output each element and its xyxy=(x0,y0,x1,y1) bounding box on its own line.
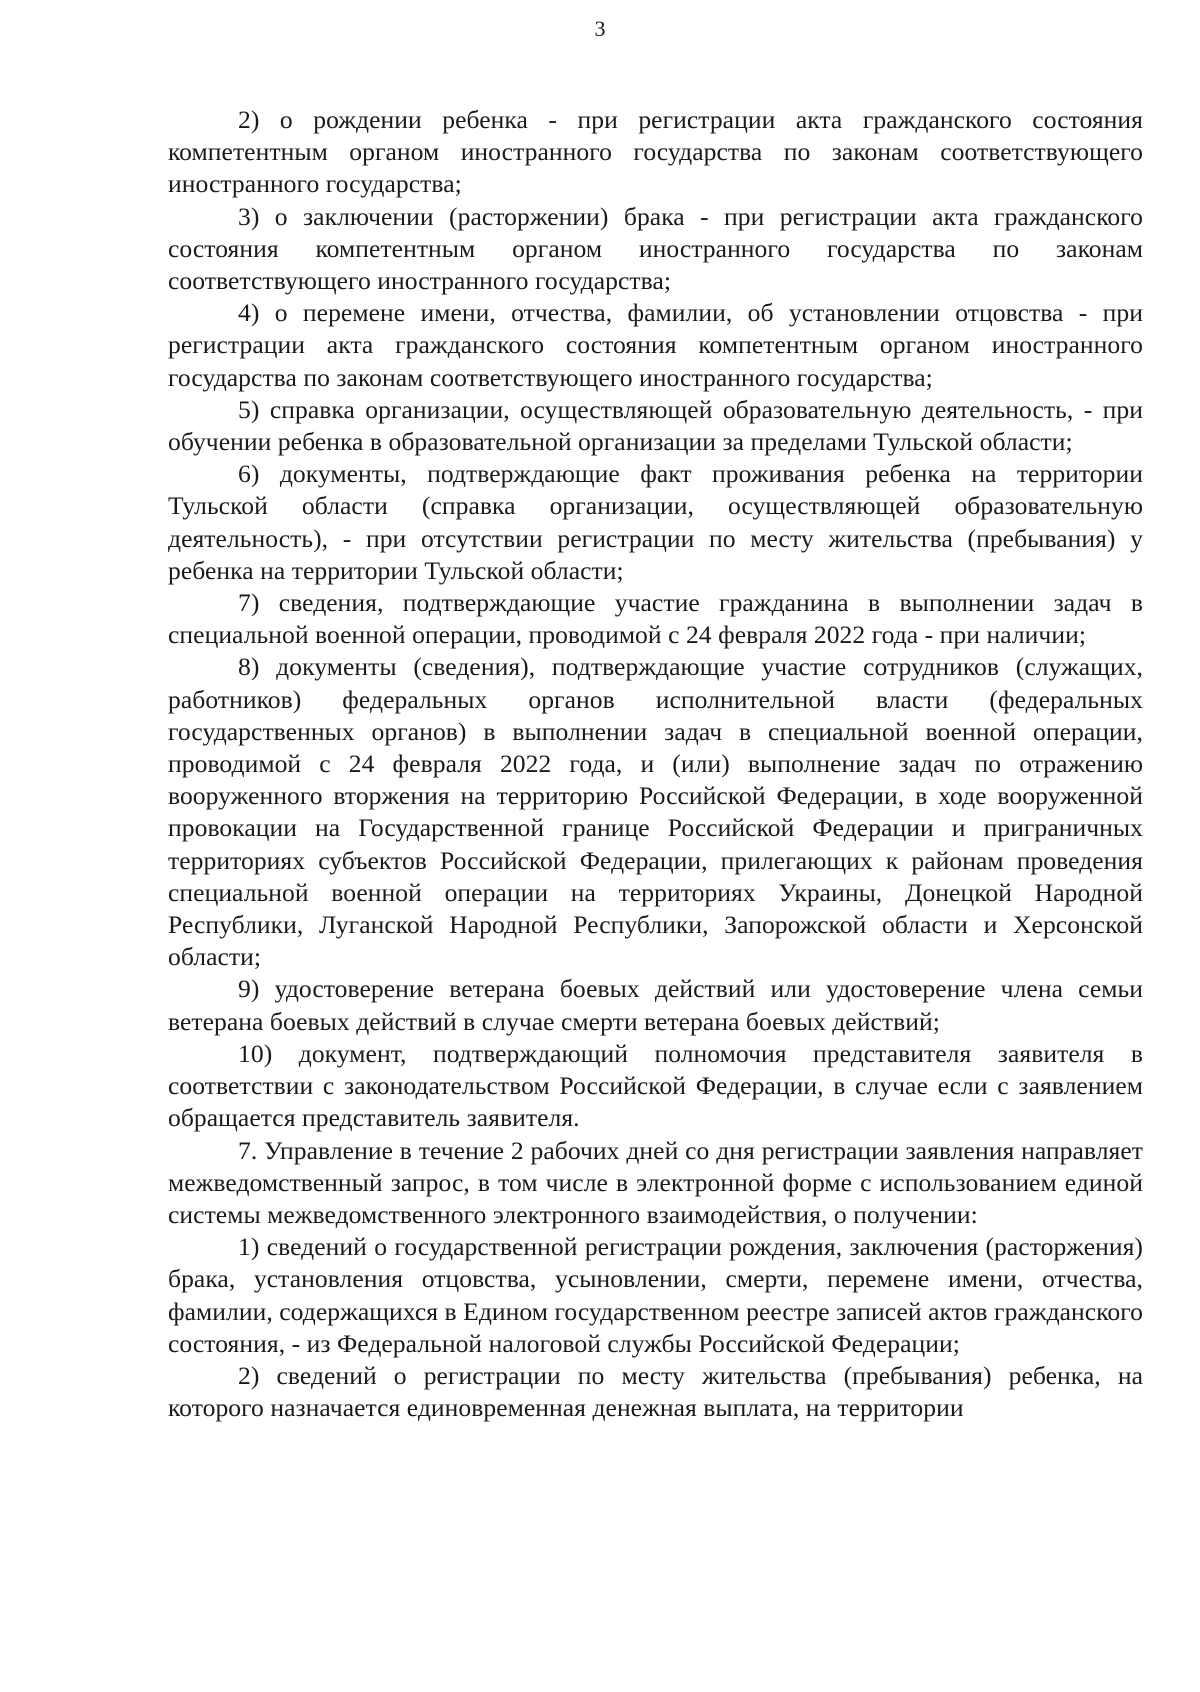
paragraph-item-7-special-operation-participation: 7) сведения, подтверждающие участие гражданина в выполнении задач в специальной военной операции, проводимой с 24 февраля 2022 года - при наличии; xyxy=(168,588,1143,650)
paragraph-item-3-marriage: 3) о заключении (расторжении) брака - при регистрации акта гражданского состояния компетентным органом иностранного государства по законам соответствующего иностранного государства; xyxy=(168,201,1143,296)
paragraph-item-6-residence-documents: 6) документы, подтверждающие факт проживания ребенка на территории Тульской области (справка организации, осуществляющей образовательную деятельность), - при отсутствии регистрации по месту жительства (пребывания) у ребенка на территории Тульской области; xyxy=(168,459,1143,585)
paragraph-item-10-representative-authority: 10) документ, подтверждающий полномочия представителя заявителя в соответствии с законодательством Российской Федерации, в случае если с заявлением обращается представитель заявителя. xyxy=(168,1038,1143,1133)
paragraph-subitem-1-civil-registry: 1) сведений о государственной регистрации рождения, заключения (расторжения) брака, установления отцовства, усыновлении, смерти, перемене имени, отчества, фамилии, содержащихся в Едином государственном реестре записей актов гражданского состояния, - из Федеральной налоговой службы Российской Федерации; xyxy=(168,1232,1143,1358)
paragraph-item-9-veteran-certificate: 9) удостоверение ветерана боевых действий или удостоверение члена семьи ветерана боевых действий в случае смерти ветерана боевых действий; xyxy=(168,974,1143,1036)
paragraph-subitem-2-registration-info: 2) сведений о регистрации по месту жительства (пребывания) ребенка, на которого назначается единовременная денежная выплата, на территории xyxy=(168,1360,1143,1423)
paragraph-item-4-name-change: 4) о перемене имени, отчества, фамилии, об установлении отцовства - при регистрации акта гражданского состояния компетентным органом иностранного государства по законам соответствующего иностранного государства; xyxy=(168,298,1143,392)
paragraph-item-2-birth: 2) о рождении ребенка - при регистрации акта гражданского состояния компетентным органом иностранного государства по законам соответствующего иностранного государства; xyxy=(168,105,1143,199)
paragraph-item-5-education-certificate: 5) справка организации, осуществляющей образовательную деятельность, - при обучении ребенка в образовательной организации за пределами Тульской области; xyxy=(168,394,1143,457)
page-number: 3 xyxy=(594,16,606,41)
paragraph-section-7-interagency-request: 7. Управление в течение 2 рабочих дней со дня регистрации заявления направляет межведомственный запрос, в том числе в электронной форме с использованием единой системы межведомственного электронного взаимодействия, о получении: xyxy=(168,1135,1143,1229)
document-body xyxy=(168,104,1143,1424)
paragraph-item-8-federal-employees: 8) документы (сведения), подтверждающие участие сотрудников (служащих, работников) федеральных органов исполнительной власти (федеральных государственных органов) в выполнении задач в специальной военной операции, проводимой с 24 февраля 2022 года, и (или) выполнение задач по отражению вооруженного вторжения на территорию Российской Федерации, в ходе вооруженной провокации на Государственной границе Российской Федерации и приграничных территориях субъектов Российской Федерации, прилегающих к районам проведения специальной военной операции на территориях Украины, Донецкой Народной Республики, Луганской Народной Республики, Запорожской области и Херсонской области; xyxy=(168,652,1143,972)
